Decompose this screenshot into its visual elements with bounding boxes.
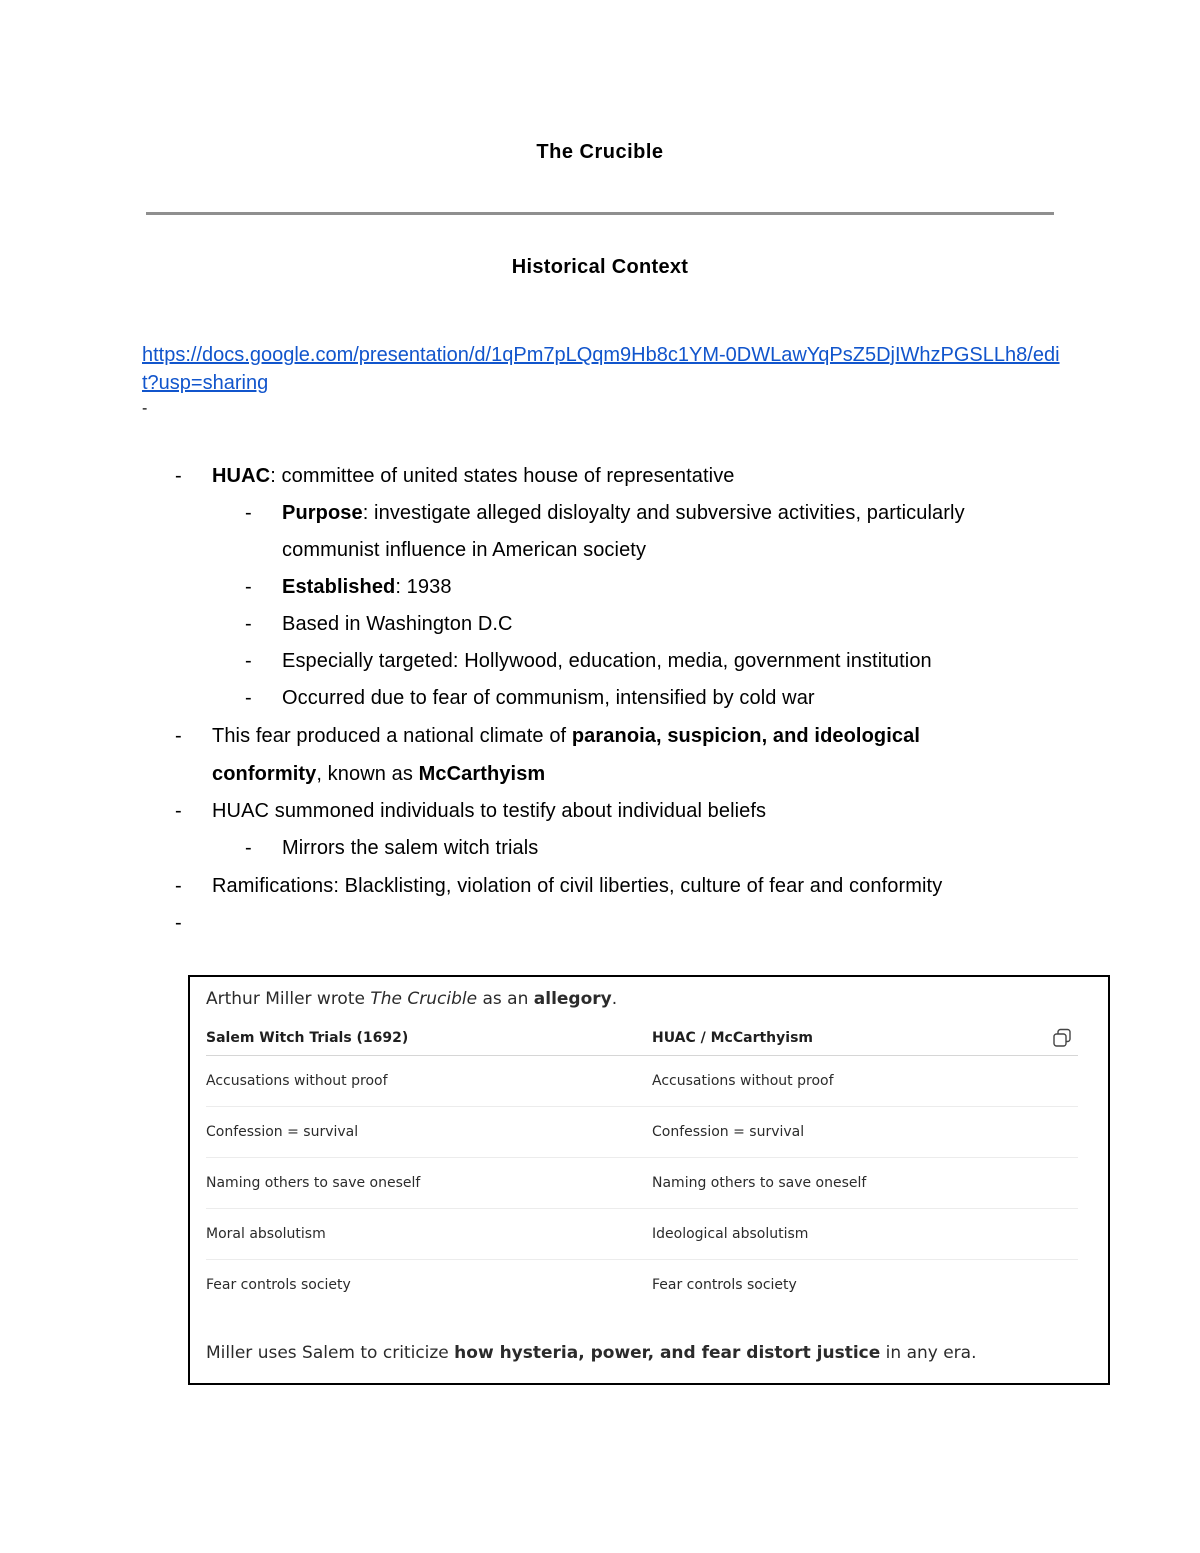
bullet-dash: -	[245, 502, 252, 524]
list-item-text: HUAC summoned individuals to testify about individual beliefs	[212, 800, 767, 822]
table-row	[206, 1260, 1078, 1311]
empty-bullet-dash: -	[142, 400, 148, 417]
cell-huac: Confession = survival	[652, 1124, 805, 1140]
table-row	[206, 1107, 1078, 1158]
bullet-dash: -	[175, 800, 182, 822]
huac-definition: : committee of united states house of representative	[270, 465, 735, 487]
copy-icon[interactable]	[1051, 1027, 1073, 1049]
term-established: Established	[282, 576, 396, 598]
established-value: : 1938	[395, 576, 452, 598]
intro-allegory: allegory	[533, 989, 612, 1009]
summary-bold: how hysteria, power, and fear distort justice	[454, 1343, 881, 1363]
intro-mid: as an	[477, 989, 534, 1009]
list-item-text	[212, 458, 735, 495]
fear-bold-conformity: conformity	[212, 763, 317, 785]
intro-text: Arthur Miller wrote	[206, 989, 371, 1009]
purpose-text: : investigate alleged disloyalty and subversive activities, particularly	[362, 502, 965, 524]
cell-salem: Moral absolutism	[206, 1226, 326, 1242]
bullet-dash: -	[245, 837, 252, 859]
list-item-text: Ramifications: Blacklisting, violation of civil liberties, culture of fear and conformity	[212, 875, 943, 897]
cell-huac: Accusations without proof	[652, 1073, 834, 1089]
term-huac: HUAC	[212, 465, 271, 487]
list-item-text: Based in Washington D.C	[282, 613, 513, 635]
image-intro	[206, 989, 617, 1009]
table-row	[206, 1158, 1078, 1209]
document-title: The Crucible	[536, 141, 664, 163]
list-item-text	[282, 495, 965, 532]
image-summary	[206, 1343, 977, 1363]
presentation-link[interactable]: https://docs.google.com/presentation/d/1qPm7pLQqm9Hb8c1YM-0DWLawYqPsZ5DjIWhzPGSLLh8/edit?usp=sharing	[142, 344, 1060, 394]
bullet-dash: -	[245, 687, 252, 709]
table-row	[206, 1209, 1078, 1260]
table-row	[206, 1056, 1078, 1107]
bullet-dash: -	[245, 576, 252, 598]
bullet-dash: -	[245, 650, 252, 672]
bullet-dash: -	[175, 465, 182, 487]
horizontal-divider	[146, 212, 1054, 215]
bullet-dash: -	[175, 875, 182, 897]
bullet-dash: -	[175, 912, 182, 934]
intro-end: .	[611, 989, 618, 1009]
column-header-huac: HUAC / McCarthyism	[652, 1030, 813, 1046]
fear-known-as: , known as	[316, 763, 419, 785]
list-item-text	[212, 756, 545, 793]
purpose-text-line2: communist influence in American society	[282, 539, 647, 561]
term-purpose: Purpose	[282, 502, 363, 524]
cell-salem: Accusations without proof	[206, 1073, 388, 1089]
fear-text: This fear produced a national climate of	[212, 725, 572, 747]
column-header-salem: Salem Witch Trials (1692)	[206, 1030, 409, 1046]
cell-salem: Confession = survival	[206, 1124, 359, 1140]
bullet-dash: -	[175, 725, 182, 747]
list-item-text	[212, 718, 920, 755]
section-heading: Historical Context	[511, 256, 689, 278]
cell-salem: Naming others to save oneself	[206, 1175, 421, 1191]
fear-bold-phrase: paranoia, suspicion, and ideological	[571, 725, 920, 747]
intro-title-italic: The Crucible	[370, 989, 478, 1009]
summary-end: in any era.	[880, 1343, 977, 1363]
list-item-text: Occurred due to fear of communism, intensified by cold war	[282, 687, 815, 709]
list-item-text: Mirrors the salem witch trials	[282, 837, 539, 859]
summary-text: Miller uses Salem to criticize	[206, 1343, 455, 1363]
embedded-comparison-image	[188, 975, 1110, 1385]
list-item-text	[282, 569, 452, 606]
cell-salem: Fear controls society	[206, 1277, 351, 1293]
list-item-text: Especially targeted: Hollywood, education, media, government institution	[282, 650, 932, 672]
term-mccarthyism: McCarthyism	[418, 763, 546, 785]
cell-huac: Naming others to save oneself	[652, 1175, 867, 1191]
bullet-dash: -	[245, 613, 252, 635]
cell-huac: Fear controls society	[652, 1277, 797, 1293]
cell-huac: Ideological absolutism	[652, 1226, 809, 1242]
